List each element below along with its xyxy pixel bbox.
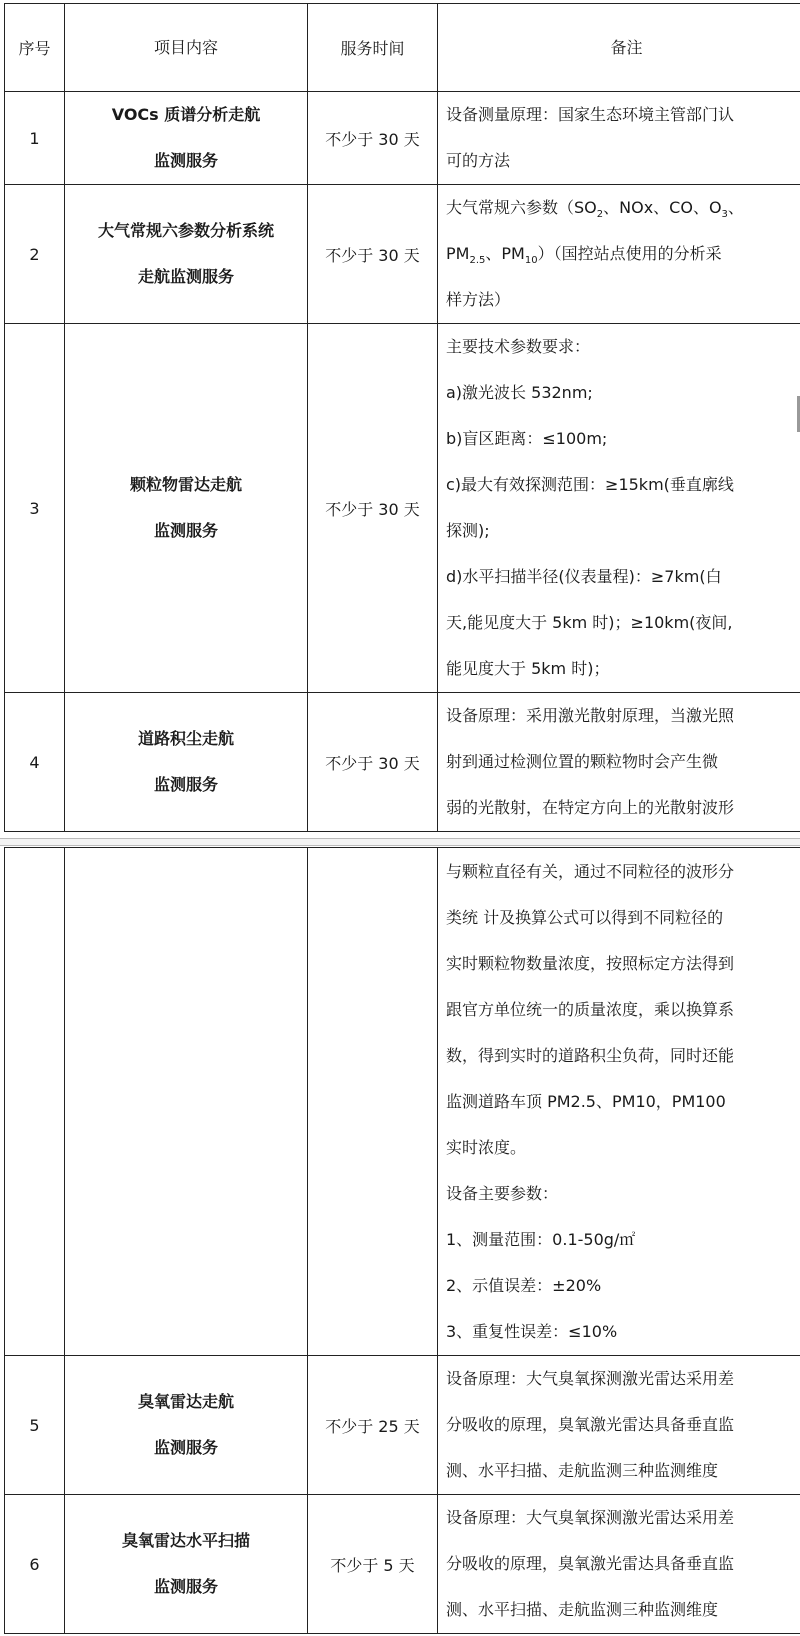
item-line: 监测服务 [153, 521, 218, 540]
row-no: 6 [5, 1495, 65, 1634]
note-line: 大气常规六参数（$SO_2$、NOx、CO、$O_3$、 [446, 198, 744, 221]
item-line: 走航监测服务 [137, 267, 234, 286]
row-note [438, 848, 800, 1356]
header-no: 序号 [5, 4, 65, 92]
note-line: 测、水平扫描、走航监测三种监测维度 [446, 1461, 719, 1480]
row-no: 5 [5, 1356, 65, 1495]
row-item [65, 1356, 308, 1495]
table-row [5, 693, 800, 832]
note-line: 分吸收的原理，臭氧激光雷达具备垂直监 [446, 1415, 735, 1434]
row-time [308, 848, 438, 1356]
note-line: 实时浓度。 [446, 1137, 527, 1157]
note-line: 监测道路车顶 PM2.5、PM10，PM100 [446, 1091, 726, 1111]
row-time: 不少于 25 天 [308, 1356, 438, 1495]
row-time: 不少于 30 天 [308, 92, 438, 185]
note-line: 1、测量范围：0.1-50g/㎡ [446, 1229, 636, 1249]
note-line: d)水平扫描半径(仪表量程)：≥7km(白 [446, 567, 722, 586]
header-item: 项目内容 [65, 4, 308, 92]
header-time: 服务时间 [308, 4, 438, 92]
note-line: 设备原理：大气臭氧探测激光雷达采用差 [446, 1508, 735, 1527]
note-line: 跟官方单位统一的质量浓度，乘以换算系 [446, 999, 735, 1019]
table-row [5, 848, 800, 1356]
note-line: 与颗粒直径有关，通过不同粒径的波形分 [446, 861, 735, 881]
row-no [5, 848, 65, 1356]
row-item [65, 1495, 308, 1634]
item-line: 大气常规六参数分析系统 [97, 221, 274, 240]
item-line: 监测服务 [153, 775, 218, 794]
row-item [65, 848, 308, 1356]
note-line: 样方法） [446, 290, 511, 309]
row-item [65, 92, 308, 185]
note-line: 设备主要参数： [446, 1183, 559, 1203]
table-row [5, 185, 800, 324]
row-note [438, 1356, 800, 1495]
row-item [65, 324, 308, 693]
item-line: VOCs 质谱分析走航 [111, 105, 261, 124]
note-line: 3、重复性误差：≤10% [446, 1321, 618, 1341]
row-no: 1 [5, 92, 65, 185]
row-note [438, 324, 800, 693]
table-row [5, 1495, 800, 1634]
note-line: $PM_{2.5}$、$PM_{10}$）（国控站点使用的分析采 [446, 244, 722, 267]
row-note [438, 693, 800, 832]
row-time: 不少于 30 天 [308, 185, 438, 324]
note-line: b)盲区距离：≤100m; [446, 429, 608, 448]
row-time: 不少于 30 天 [308, 693, 438, 832]
row-note [438, 185, 800, 324]
page-break [0, 838, 800, 846]
table-row [5, 324, 800, 693]
row-item [65, 185, 308, 324]
note-line: 分吸收的原理，臭氧激光雷达具备垂直监 [446, 1554, 735, 1573]
note-line: 探测); [446, 521, 490, 540]
note-line: 设备原理：采用激光散射原理，当激光照 [446, 706, 735, 725]
note-line: 设备测量原理：国家生态环境主管部门认 [446, 105, 735, 124]
note-line: 设备原理：大气臭氧探测激光雷达采用差 [446, 1369, 735, 1388]
note-line: 射到通过检测位置的颗粒物时会产生微 [446, 752, 719, 771]
note-line: 类统 计及换算公式可以得到不同粒径的 [446, 907, 724, 927]
note-line: 主要技术参数要求： [446, 337, 591, 356]
table-header-row [5, 4, 800, 92]
row-note [438, 92, 800, 185]
note-line: a)激光波长 532nm; [446, 383, 593, 402]
note-line: 测、水平扫描、走航监测三种监测维度 [446, 1600, 719, 1619]
item-line: 臭氧雷达水平扫描 [121, 1531, 250, 1550]
row-note [438, 1495, 800, 1634]
item-line: 道路积尘走航 [137, 729, 234, 748]
note-line: 能见度大于 5km 时)； [446, 659, 610, 678]
header-note: 备注 [438, 4, 800, 92]
note-line: 弱的光散射，在特定方向上的光散射波形 [446, 798, 735, 817]
note-line: 天,能见度大于 5km 时)；≥10km(夜间, [446, 613, 733, 632]
item-line: 臭氧雷达走航 [137, 1392, 234, 1411]
row-item [65, 693, 308, 832]
row-no: 4 [5, 693, 65, 832]
row-time: 不少于 5 天 [308, 1495, 438, 1634]
item-line: 监测服务 [153, 151, 218, 170]
note-line: 实时颗粒物数量浓度，按照标定方法得到 [446, 953, 735, 973]
table-row [5, 1356, 800, 1495]
table-row [5, 92, 800, 185]
item-line: 监测服务 [153, 1577, 218, 1596]
note-line: 2、示值误差：±20% [446, 1275, 602, 1295]
item-line: 颗粒物雷达走航 [129, 475, 242, 494]
note-line: 数，得到实时的道路积尘负荷，同时还能 [446, 1045, 735, 1065]
row-time: 不少于 30 天 [308, 324, 438, 693]
note-line: c)最大有效探测范围：≥15km(垂直廓线 [446, 475, 734, 494]
service-table-page-2 [4, 847, 800, 1634]
row-no: 2 [5, 185, 65, 324]
note-line: 可的方法 [446, 151, 511, 170]
row-no: 3 [5, 324, 65, 693]
service-table-page-1 [4, 3, 800, 832]
item-line: 监测服务 [153, 1438, 218, 1457]
